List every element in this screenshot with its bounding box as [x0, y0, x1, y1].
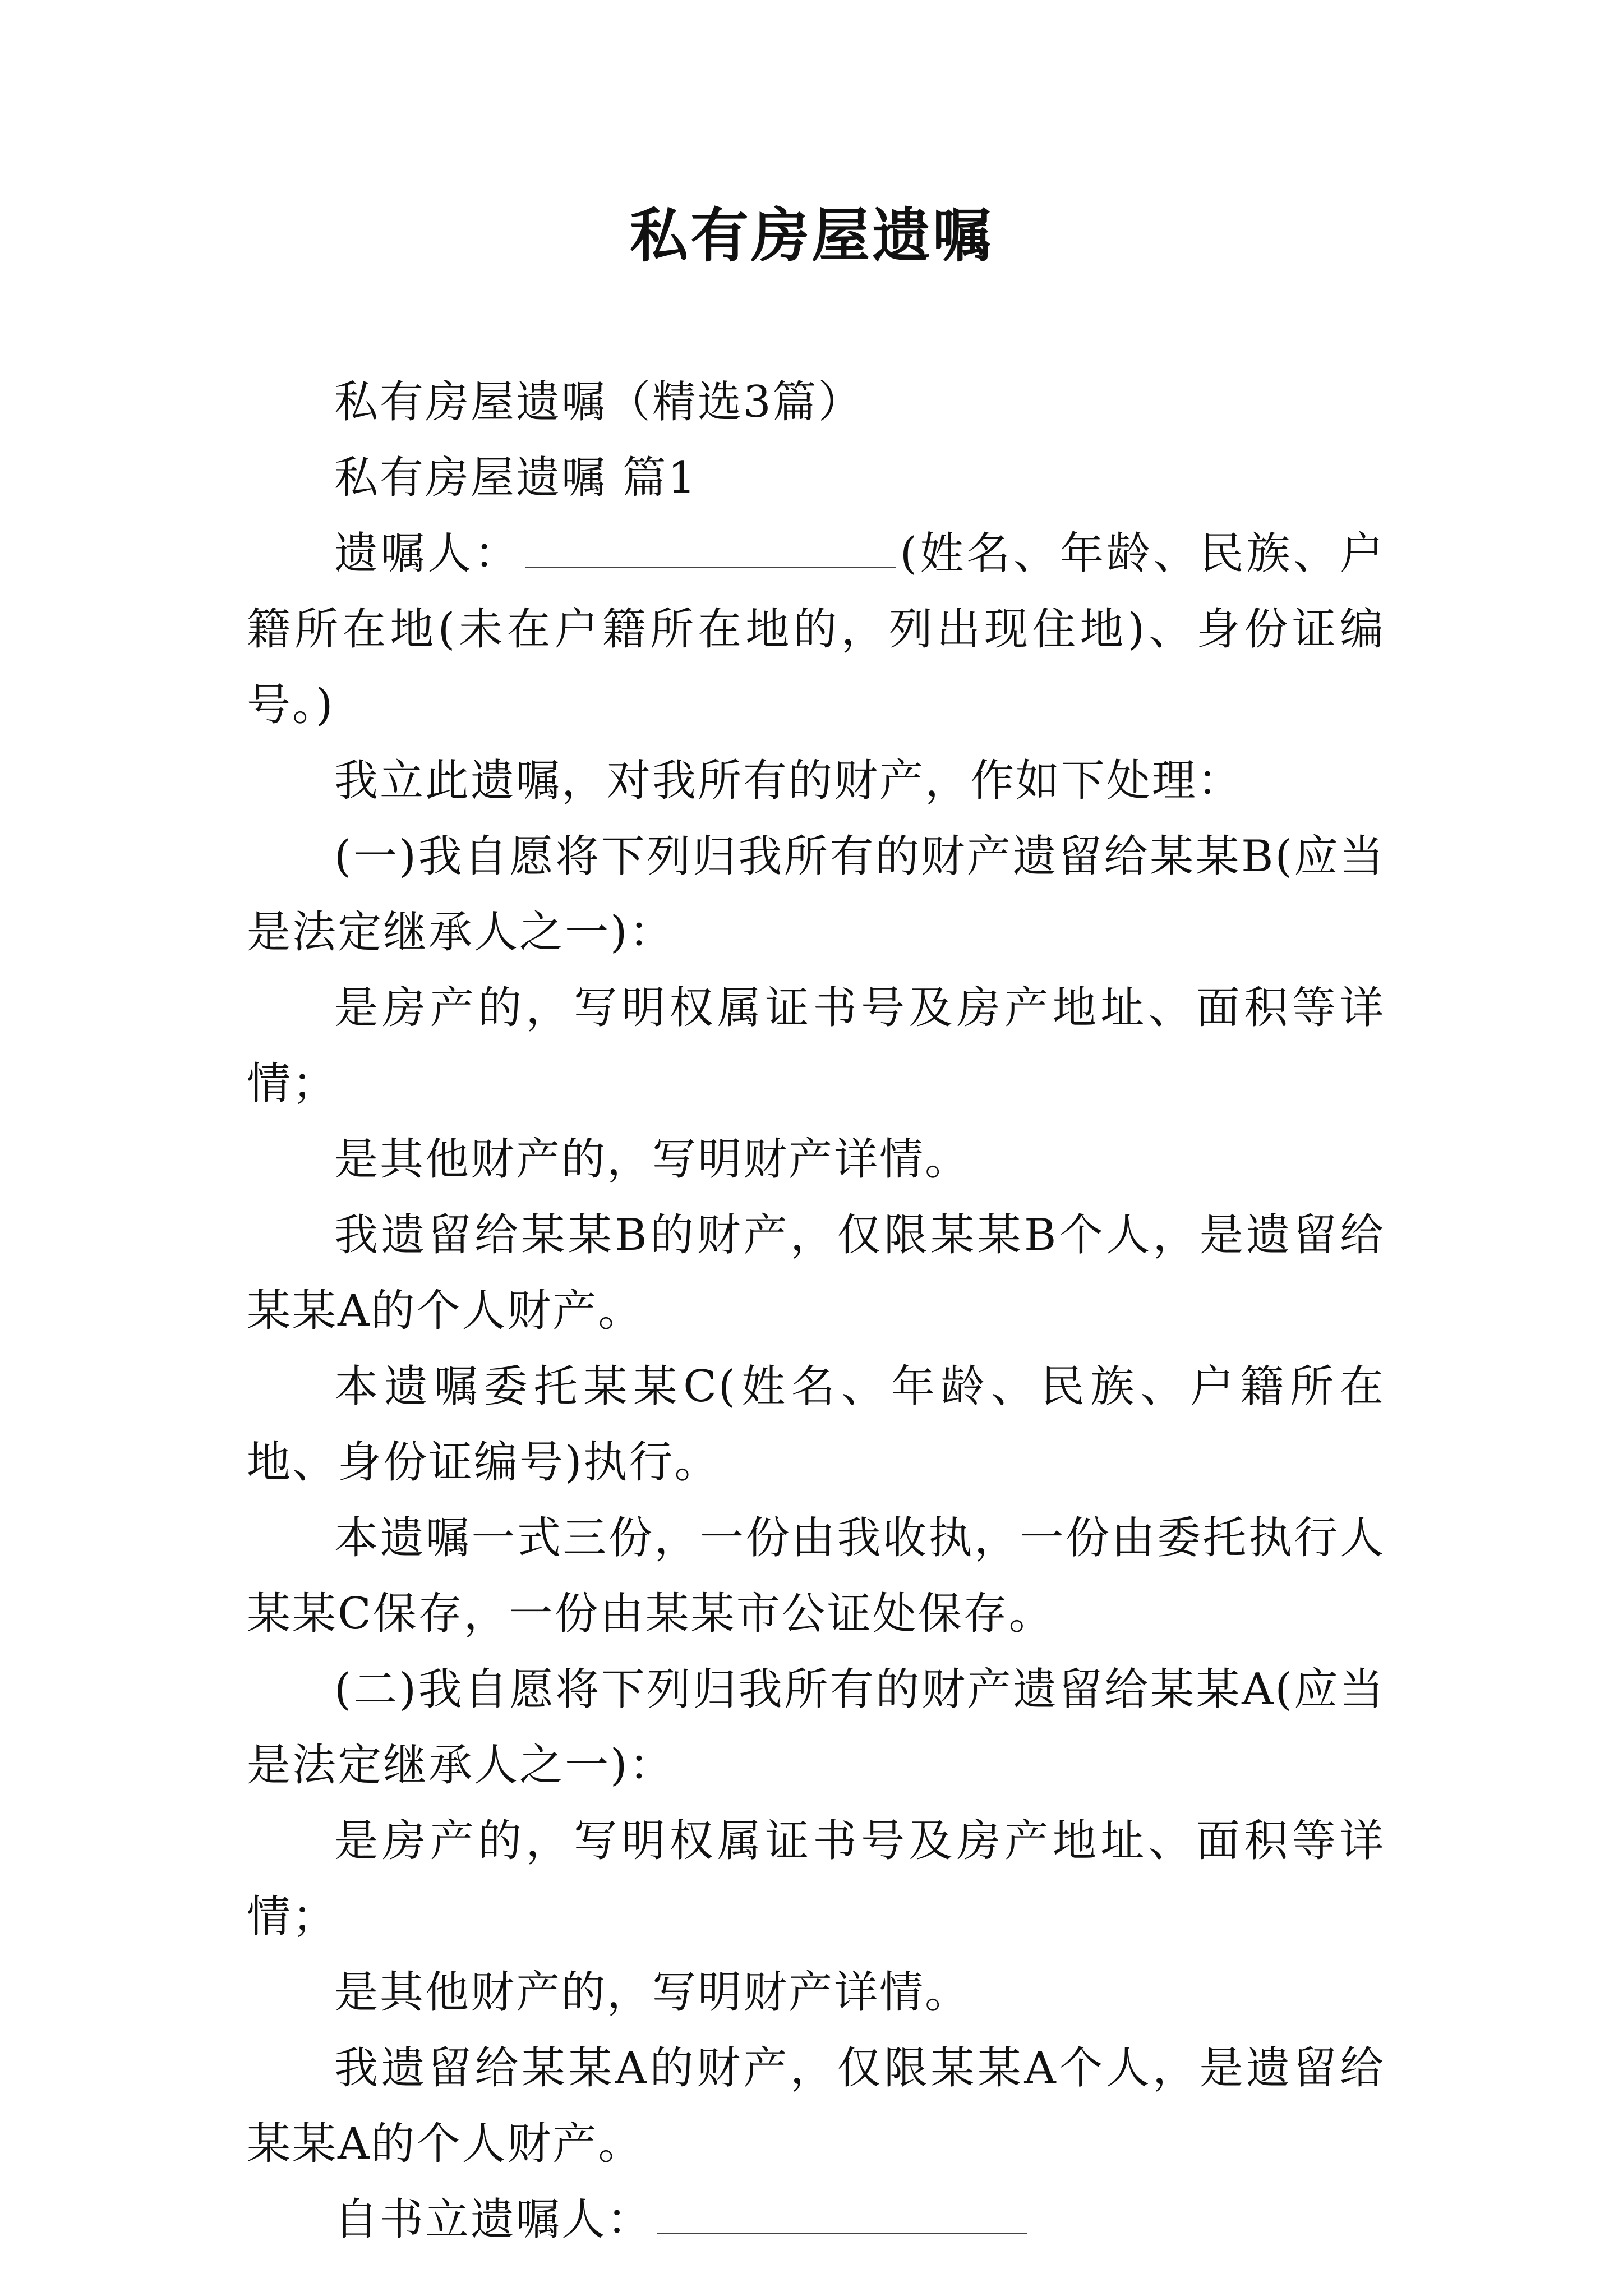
paragraph-other-property-b: 是其他财产的，写明财产详情。 [334, 1134, 971, 1185]
document-body [247, 365, 1385, 2258]
paragraph-copies: 本遗嘱一式三份，一份由我收执，一份由委托执行人某某C保存，一份由某某市公证处保存。 [247, 1513, 1385, 1639]
signature-blank-line [657, 2197, 1027, 2234]
paragraph-clause-two: (二)我自愿将下列归我所有的财产遗留给某某A(应当是法定继承人之一)： [247, 1664, 1385, 1791]
testator-blank-line [525, 531, 896, 568]
paragraph-testator [247, 516, 1385, 743]
testator-description: (姓名、年龄、民族、户籍所在地(未在户籍所在地的，列出现住地)、身份证编号。) [247, 528, 1385, 730]
paragraph-limit-a: 我遗留给某某A的财产，仅限某某A个人，是遗留给某某A的个人财产。 [247, 2043, 1385, 2169]
paragraph-limit-b: 我遗留给某某B的财产，仅限某某B个人，是遗留给某某A的个人财产。 [247, 1210, 1385, 1336]
paragraph-clause-one: (一)我自愿将下列归我所有的财产遗留给某某B(应当是法定继承人之一)： [247, 831, 1385, 958]
signature-label: 自书立遗嘱人： [334, 2194, 653, 2245]
paragraph-executor: 本遗嘱委托某某C(姓名、年龄、民族、户籍所在地、身份证编号)执行。 [247, 1361, 1385, 1488]
paragraph-section-heading: 私有房屋遗嘱 篇1 [334, 453, 698, 503]
paragraph-subtitle: 私有房屋遗嘱（精选3篇） [334, 377, 864, 427]
paragraph-real-estate-b: 是房产的，写明权属证书号及房产地址、面积等详情； [247, 983, 1385, 1109]
paragraph-other-property-a: 是其他财产的，写明财产详情。 [334, 1967, 971, 2018]
testator-label: 遗嘱人： [334, 528, 521, 579]
document-title: 私有房屋遗嘱 [629, 201, 993, 270]
paragraph-signature [247, 2182, 1385, 2258]
paragraph-declaration: 我立此遗嘱，对我所有的财产，作如下处理： [334, 756, 1243, 806]
paragraph-real-estate-a: 是房产的，写明权属证书号及房产地址、面积等详情； [247, 1816, 1385, 1942]
